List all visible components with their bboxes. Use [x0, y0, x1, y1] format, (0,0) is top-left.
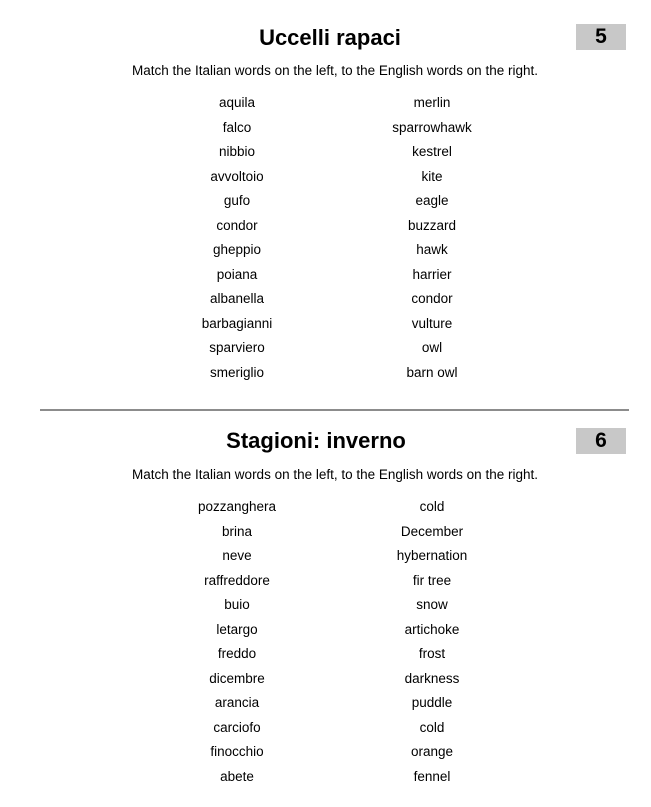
italian-word: gheppio: [212, 242, 262, 257]
english-word: cold: [419, 719, 445, 735]
english-word: hybernation: [396, 548, 468, 563]
english-word: snow: [416, 597, 448, 612]
italian-word: sparviero: [209, 340, 265, 355]
italian-word: neve: [222, 548, 252, 563]
english-word: orange: [410, 744, 454, 759]
english-word: vulture: [411, 315, 453, 331]
english-word: hawk: [416, 242, 448, 257]
italian-word: carciofo: [213, 719, 261, 735]
italian-word: albanella: [209, 291, 265, 306]
english-word: frost: [418, 646, 446, 661]
exercise-number-badge: 6: [576, 428, 626, 454]
italian-word: buio: [224, 597, 250, 612]
english-word: eagle: [415, 193, 449, 208]
english-word: kite: [421, 168, 443, 184]
italian-word: raffreddore: [204, 572, 270, 588]
italian-word: pozzanghera: [197, 499, 277, 514]
italian-word: arancia: [214, 695, 260, 710]
english-word: cold: [419, 499, 445, 514]
italian-word: nibbio: [218, 144, 256, 159]
italian-word: abete: [220, 768, 254, 784]
exercise-instructions: Match the Italian words on the left, to the English words on the right.: [132, 467, 538, 482]
italian-word: letargo: [216, 621, 258, 637]
english-word: buzzard: [407, 217, 457, 233]
english-word: owl: [421, 340, 443, 355]
english-word: fennel: [413, 768, 451, 784]
exercise-title: Stagioni: inverno: [226, 428, 406, 453]
english-word: condor: [411, 291, 453, 306]
english-word-list: [352, 499, 512, 793]
italian-word: dicembre: [209, 670, 265, 686]
italian-word: condor: [216, 217, 258, 233]
english-word: darkness: [404, 670, 460, 686]
english-word: December: [400, 523, 464, 539]
english-word: fir tree: [412, 572, 452, 588]
english-word: puddle: [411, 695, 453, 710]
italian-word: poiana: [216, 266, 258, 282]
italian-word: gufo: [223, 193, 251, 208]
english-word: merlin: [413, 95, 451, 110]
italian-word: avvoltoio: [210, 168, 264, 184]
italian-word-list: [157, 499, 317, 793]
english-word: artichoke: [404, 621, 460, 637]
italian-word: smeriglio: [209, 364, 264, 380]
italian-word: brina: [221, 523, 253, 539]
exercise-instructions: Match the Italian words on the left, to the English words on the right.: [132, 63, 538, 78]
english-word: sparrowhawk: [392, 119, 472, 135]
english-word: harrier: [412, 266, 452, 282]
italian-word: finocchio: [210, 744, 264, 759]
italian-word: barbagianni: [201, 315, 273, 331]
exercise-number-badge: 5: [576, 24, 626, 50]
italian-word: aquila: [218, 95, 256, 110]
italian-word: falco: [222, 119, 252, 135]
english-word: kestrel: [412, 144, 452, 159]
italian-word: freddo: [217, 646, 257, 661]
english-word: barn owl: [406, 364, 458, 380]
exercise-title: Uccelli rapaci: [259, 25, 401, 50]
